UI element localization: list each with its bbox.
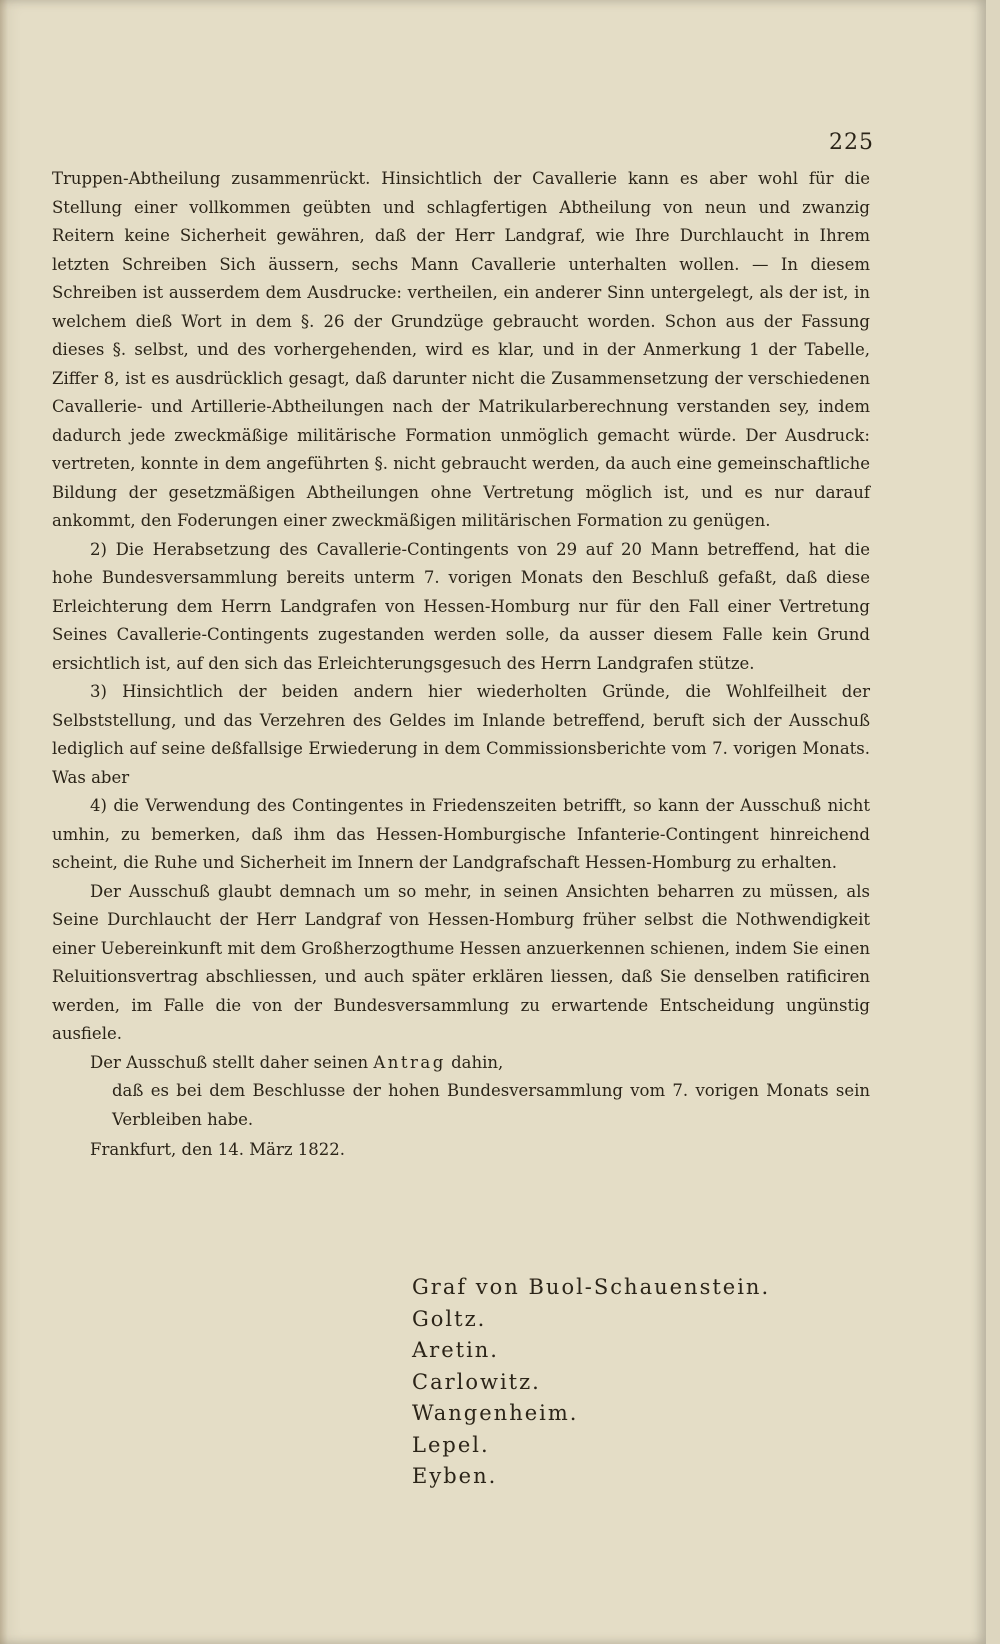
motion-intro-text: Der Ausschuß stellt daher seinen [90, 1052, 369, 1072]
signature: Goltz. [412, 1306, 487, 1331]
paragraph-conclusion: Der Ausschuß glaubt demnach um so mehr, in seinen Ansichten beharren zu müssen, als Seine Durchlaucht der Herr Landgraf von Hessen-Homburg früher selbst die Nothwendigkeit einer Uebereinkunft mit dem Großherzogthume Hessen anzuerkennen schienen, indem Sie einen Reluitionsvertrag abschliessen, und auch später erklären liessen, daß Sie denselben ratificiren werden, im Falle die von der Bundesversammlung zu erwartende Entscheidung ungünstig ausfiele. [52, 881, 870, 1043]
motion-intro-end: dahin, [451, 1052, 504, 1072]
motion-keyword: Antrag [373, 1052, 446, 1072]
paragraph-continuation: Truppen-Abtheilung zusammenrückt. Hinsichtlich der Cavallerie kann es aber wohl für die Stellung einer vollkommen geübten und schlagfertigen Abtheilung von neun und zwanzig Reitern keine Sicherheit gewähren, daß der Herr Landgraf, wie Ihre Durchlaucht in Ihrem letzten Schreiben Sich äussern, sechs Mann Cavallerie unterhalten wollen. — In diesem Schreiben ist ausserdem dem Ausdrucke: vertheilen, ein anderer Sinn untergelegt, als der ist, in welchem dieß Wort in dem §. 26 der Grundzüge gebraucht worden. Schon aus der Fassung dieses §. selbst, und des vorhergehenden, wird es klar, und in der Anmerkung 1 der Tabelle, Ziffer 8, ist es ausdrücklich gesagt, daß darunter nicht die Zusammensetzung der verschiedenen Cavallerie- und Artillerie-Abtheilungen nach der Matrikularberechnung verstanden sey, indem dadurch jede zweckmäßige militärische Formation unmöglich gemacht würde. Der Ausdruck: vertreten, konnte in dem angeführten §. nicht gebraucht werden, da auch eine gemeinschaftliche Bildung der gesetzmäßigen Abtheilungen ohne Vertretung möglich ist, und es nur darauf ankommt, den Foderungen einer zweckmäßigen militärischen Formation zu genügen. [52, 169, 870, 530]
signature: Graf von Buol-Schauenstein. [412, 1275, 771, 1299]
signature: Lepel. [412, 1432, 490, 1457]
paragraph-point-3: 3) Hinsichtlich der beiden andern hier wiederholten Gründe, die Wohlfeilheit der Selbststellung, und das Verzehren des Geldes im Inlande betreffend, beruft sich der Ausschuß lediglich auf seine deßfallsige Erwiederung in dem Commissionsberichte vom 7. vorigen Monats. Was aber [52, 682, 870, 787]
dateline: Frankfurt, den 14. März 1822. [90, 1140, 346, 1159]
signature: Aretin. [412, 1338, 499, 1362]
signature: Eyben. [412, 1464, 498, 1488]
signature: Wangenheim. [412, 1401, 579, 1425]
paragraph-point-4: 4) die Verwendung des Contingentes in Friedenszeiten betrifft, so kann der Ausschuß nicht umhin, zu bemerken, daß ihm das Hessen-Homburgische Infanterie-Contingent hinreichend scheint, die Ruhe und Sicherheit im Innern der Landgrafschaft Hessen-Homburg zu erhalten. [52, 796, 870, 872]
body-text [52, 165, 870, 1165]
motion-text: daß es bei dem Beschlusse der hohen Bundesversammlung vom 7. vorigen Monats sein Verbleiben habe. [112, 1081, 870, 1129]
signature-list [412, 1272, 770, 1493]
page-number: 225 [829, 130, 874, 155]
signature: Carlowitz. [412, 1369, 541, 1394]
paragraph-point-2: 2) Die Herabsetzung des Cavallerie-Contingents von 29 auf 20 Mann betreffend, hat die hohe Bundesversammlung bereits unterm 7. vorigen Monats den Beschluß gefaßt, daß diese Erleichterung dem Herrn Landgrafen von Hessen-Homburg nur für den Fall einer Vertretung Seines Cavallerie-Contingents zugestanden werden solle, da ausser diesem Falle kein Grund ersichtlich ist, auf den sich das Erleichterungsgesuch des Herrn Landgrafen stütze. [52, 539, 870, 673]
paragraph-motion-intro [52, 1049, 870, 1078]
page-edge-shadow [0, 0, 8, 1644]
